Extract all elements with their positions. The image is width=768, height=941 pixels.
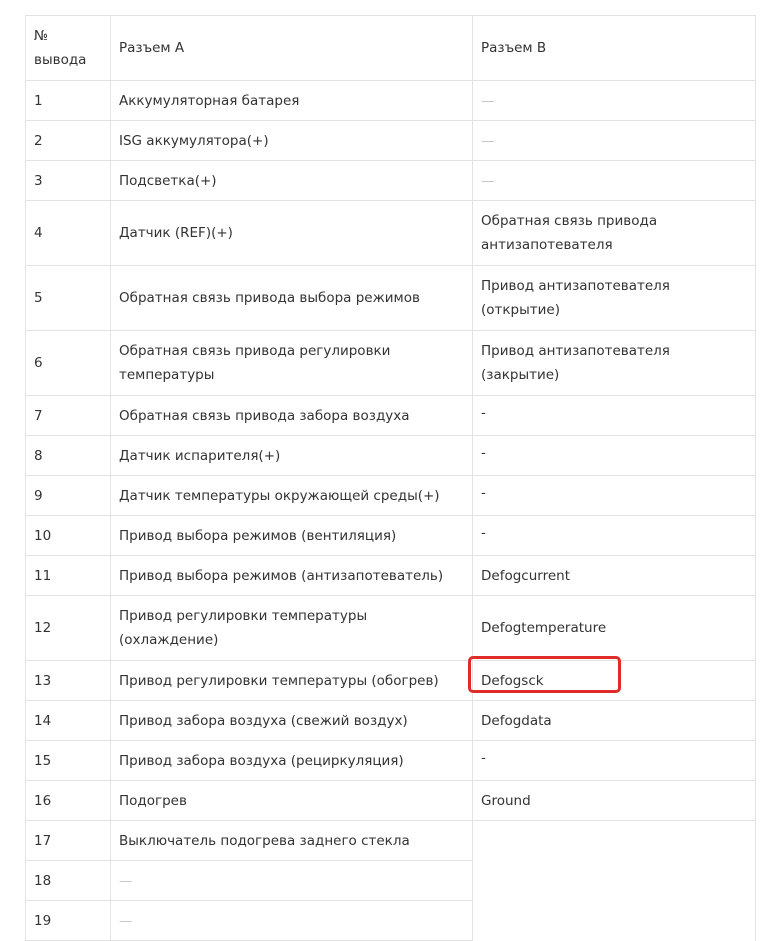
connector-b-cell: —	[473, 161, 756, 201]
connector-a-cell: Обратная связь привода регулировки температуры	[111, 331, 473, 396]
connector-a-cell: Датчик температуры окружающей среды(+)	[111, 476, 473, 516]
connector-a-cell: Обратная связь привода выбора режимов	[111, 266, 473, 331]
table-header-row	[26, 16, 756, 81]
pin-number: 12	[26, 596, 111, 661]
table-row	[26, 821, 756, 861]
table-row	[26, 516, 756, 556]
connector-b-empty-cell	[473, 821, 756, 941]
pin-number: 13	[26, 661, 111, 701]
table-row	[26, 596, 756, 661]
table-row	[26, 661, 756, 701]
pin-number: 2	[26, 121, 111, 161]
connector-a-cell: Выключатель подогрева заднего стекла	[111, 821, 473, 861]
connector-b-cell: —	[473, 121, 756, 161]
pin-number: 8	[26, 436, 111, 476]
connector-a-cell: Датчик (REF)(+)	[111, 201, 473, 266]
table-row	[26, 201, 756, 266]
connector-b-cell: -	[473, 436, 756, 476]
pin-number: 15	[26, 741, 111, 781]
connector-b-cell-highlighted: Defogsck	[473, 661, 756, 701]
connector-b-cell: -	[473, 396, 756, 436]
connector-a-cell: Аккумуляторная батарея	[111, 81, 473, 121]
pin-number: 1	[26, 81, 111, 121]
table-row	[26, 396, 756, 436]
pin-number: 9	[26, 476, 111, 516]
connector-a-cell: —	[111, 861, 473, 901]
pin-number: 3	[26, 161, 111, 201]
connector-a-cell: Привод забора воздуха (рециркуляция)	[111, 741, 473, 781]
header-connector-b: Разъем В	[473, 16, 756, 81]
connector-b-cell: Привод антизапотевателя (закрытие)	[473, 331, 756, 396]
connector-a-cell: Привод регулировки температуры (охлаждение)	[111, 596, 473, 661]
header-connector-a: Разъем А	[111, 16, 473, 81]
pinout-table-container	[25, 15, 755, 941]
connector-b-cell: —	[473, 81, 756, 121]
table-row	[26, 121, 756, 161]
table-row	[26, 741, 756, 781]
pin-number: 6	[26, 331, 111, 396]
pin-number: 17	[26, 821, 111, 861]
table-row	[26, 556, 756, 596]
table-row	[26, 266, 756, 331]
pin-number: 4	[26, 201, 111, 266]
connector-b-cell: -	[473, 741, 756, 781]
connector-a-cell: Подогрев	[111, 781, 473, 821]
table-row	[26, 331, 756, 396]
connector-b-cell: Defogtemperature	[473, 596, 756, 661]
connector-a-cell: Обратная связь привода забора воздуха	[111, 396, 473, 436]
pin-number: 7	[26, 396, 111, 436]
connector-a-cell: ISG аккумулятора(+)	[111, 121, 473, 161]
pin-number: 5	[26, 266, 111, 331]
connector-a-cell: Привод забора воздуха (свежий воздух)	[111, 701, 473, 741]
table-row	[26, 161, 756, 201]
connector-b-cell: Привод антизапотевателя (открытие)	[473, 266, 756, 331]
connector-b-cell: -	[473, 516, 756, 556]
table-row	[26, 436, 756, 476]
connector-a-cell: Привод выбора режимов (антизапотеватель)	[111, 556, 473, 596]
pin-number: 19	[26, 901, 111, 941]
pinout-table	[25, 15, 756, 941]
connector-a-cell: Подсветка(+)	[111, 161, 473, 201]
connector-a-cell: Датчик испарителя(+)	[111, 436, 473, 476]
connector-a-cell: —	[111, 901, 473, 941]
pin-number: 16	[26, 781, 111, 821]
connector-b-cell: Defogcurrent	[473, 556, 756, 596]
connector-a-cell: Привод регулировки температуры (обогрев)	[111, 661, 473, 701]
pin-number: 18	[26, 861, 111, 901]
connector-b-cell: Defogdata	[473, 701, 756, 741]
table-row	[26, 81, 756, 121]
table-row	[26, 701, 756, 741]
pin-number: 11	[26, 556, 111, 596]
table-row	[26, 476, 756, 516]
header-pin-number: № вывода	[26, 16, 111, 81]
pin-number: 14	[26, 701, 111, 741]
connector-b-cell: Обратная связь привода антизапотевателя	[473, 201, 756, 266]
connector-b-cell: Ground	[473, 781, 756, 821]
pin-number: 10	[26, 516, 111, 556]
connector-b-cell: -	[473, 476, 756, 516]
connector-a-cell: Привод выбора режимов (вентиляция)	[111, 516, 473, 556]
table-row	[26, 781, 756, 821]
